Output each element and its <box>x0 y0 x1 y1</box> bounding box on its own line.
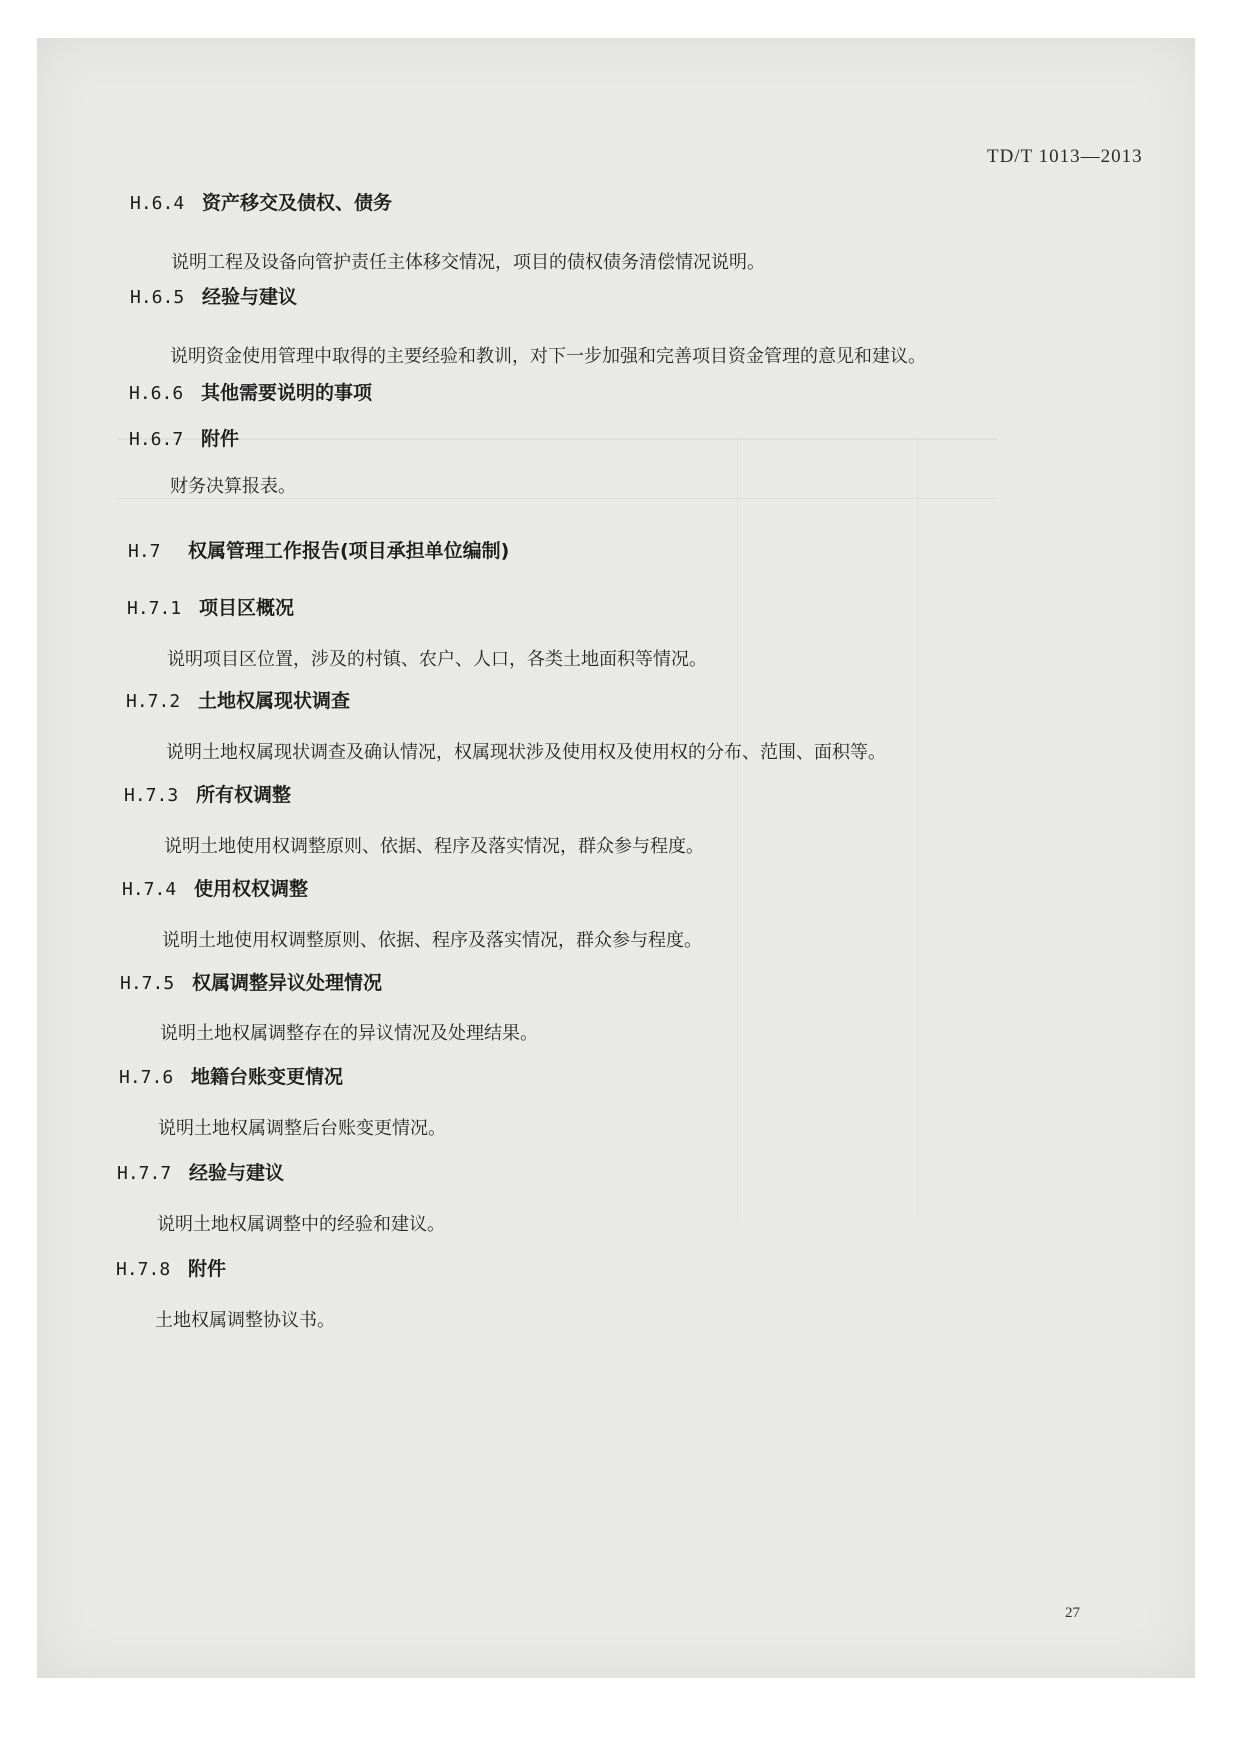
section-paragraph: 说明项目区位置，涉及的村镇、农户、人口，各类土地面积等情况。 <box>167 649 707 670</box>
section-heading <box>117 1158 284 1185</box>
section-title: 权属调整异议处理情况 <box>192 972 383 994</box>
document-page <box>37 38 1195 1678</box>
section-title: 权属管理工作报告(项目承担单位编制) <box>188 540 510 562</box>
section-title: 附件 <box>188 1258 227 1280</box>
section-number: H.7.6 <box>119 1067 174 1088</box>
section-heading <box>130 282 297 309</box>
show-through-shading <box>737 438 738 1218</box>
show-through-shading <box>117 438 997 440</box>
section-title: 经验与建议 <box>202 286 298 308</box>
section-title: 使用权权调整 <box>194 878 309 900</box>
section-heading <box>124 780 291 807</box>
section-paragraph: 说明土地权属调整存在的异议情况及处理结果。 <box>160 1023 538 1044</box>
section-paragraph: 土地权属调整协议书。 <box>155 1310 335 1331</box>
section-heading <box>129 424 239 451</box>
section-number: H.6.4 <box>130 193 185 214</box>
section-paragraph: 说明土地权属调整后台账变更情况。 <box>158 1118 446 1139</box>
section-number: H.7.7 <box>117 1163 172 1184</box>
standard-number: TD/T 1013—2013 <box>987 146 1143 167</box>
section-number: H.7.4 <box>122 879 177 900</box>
section-paragraph: 说明土地使用权调整原则、依据、程序及落实情况，群众参与程度。 <box>164 836 704 857</box>
section-heading <box>126 686 350 713</box>
section-heading <box>129 378 372 405</box>
section-number: H.7.2 <box>126 691 181 712</box>
section-heading <box>116 1254 226 1281</box>
section-title: 所有权调整 <box>196 784 292 806</box>
show-through-shading <box>117 498 997 499</box>
section-title: 经验与建议 <box>189 1162 285 1184</box>
section-paragraph: 说明资金使用管理中取得的主要经验和教训，对下一步加强和完善项目资金管理的意见和建议。 <box>170 346 926 367</box>
section-number: H.7.5 <box>120 973 175 994</box>
section-title: 地籍台账变更情况 <box>191 1066 344 1088</box>
section-heading <box>122 874 308 901</box>
section-heading <box>130 188 392 215</box>
section-number: H.7.1 <box>127 598 182 619</box>
section-heading <box>128 536 509 563</box>
page-number: 27 <box>1065 1605 1080 1621</box>
section-number: H.7 <box>128 541 161 562</box>
section-number: H.6.5 <box>130 287 185 308</box>
section-title: 项目区概况 <box>199 597 295 619</box>
section-number: H.7.8 <box>116 1259 171 1280</box>
section-title: 附件 <box>201 428 240 450</box>
show-through-shading <box>917 438 918 1218</box>
section-heading <box>119 1062 343 1089</box>
section-title: 资产移交及债权、债务 <box>202 192 393 214</box>
section-paragraph: 说明土地使用权调整原则、依据、程序及落实情况，群众参与程度。 <box>162 930 702 951</box>
section-heading <box>127 593 294 620</box>
section-paragraph: 说明工程及设备向管护责任主体移交情况，项目的债权债务清偿情况说明。 <box>171 252 765 273</box>
section-paragraph: 财务决算报表。 <box>170 476 296 497</box>
section-number: H.7.3 <box>124 785 179 806</box>
section-title: 土地权属现状调查 <box>198 690 351 712</box>
section-paragraph: 说明土地权属现状调查及确认情况，权属现状涉及使用权及使用权的分布、范围、面积等。 <box>166 742 886 763</box>
section-title: 其他需要说明的事项 <box>201 382 373 404</box>
section-number: H.6.7 <box>129 429 184 450</box>
section-heading <box>120 968 382 995</box>
section-number: H.6.6 <box>129 383 184 404</box>
section-paragraph: 说明土地权属调整中的经验和建议。 <box>157 1214 445 1235</box>
